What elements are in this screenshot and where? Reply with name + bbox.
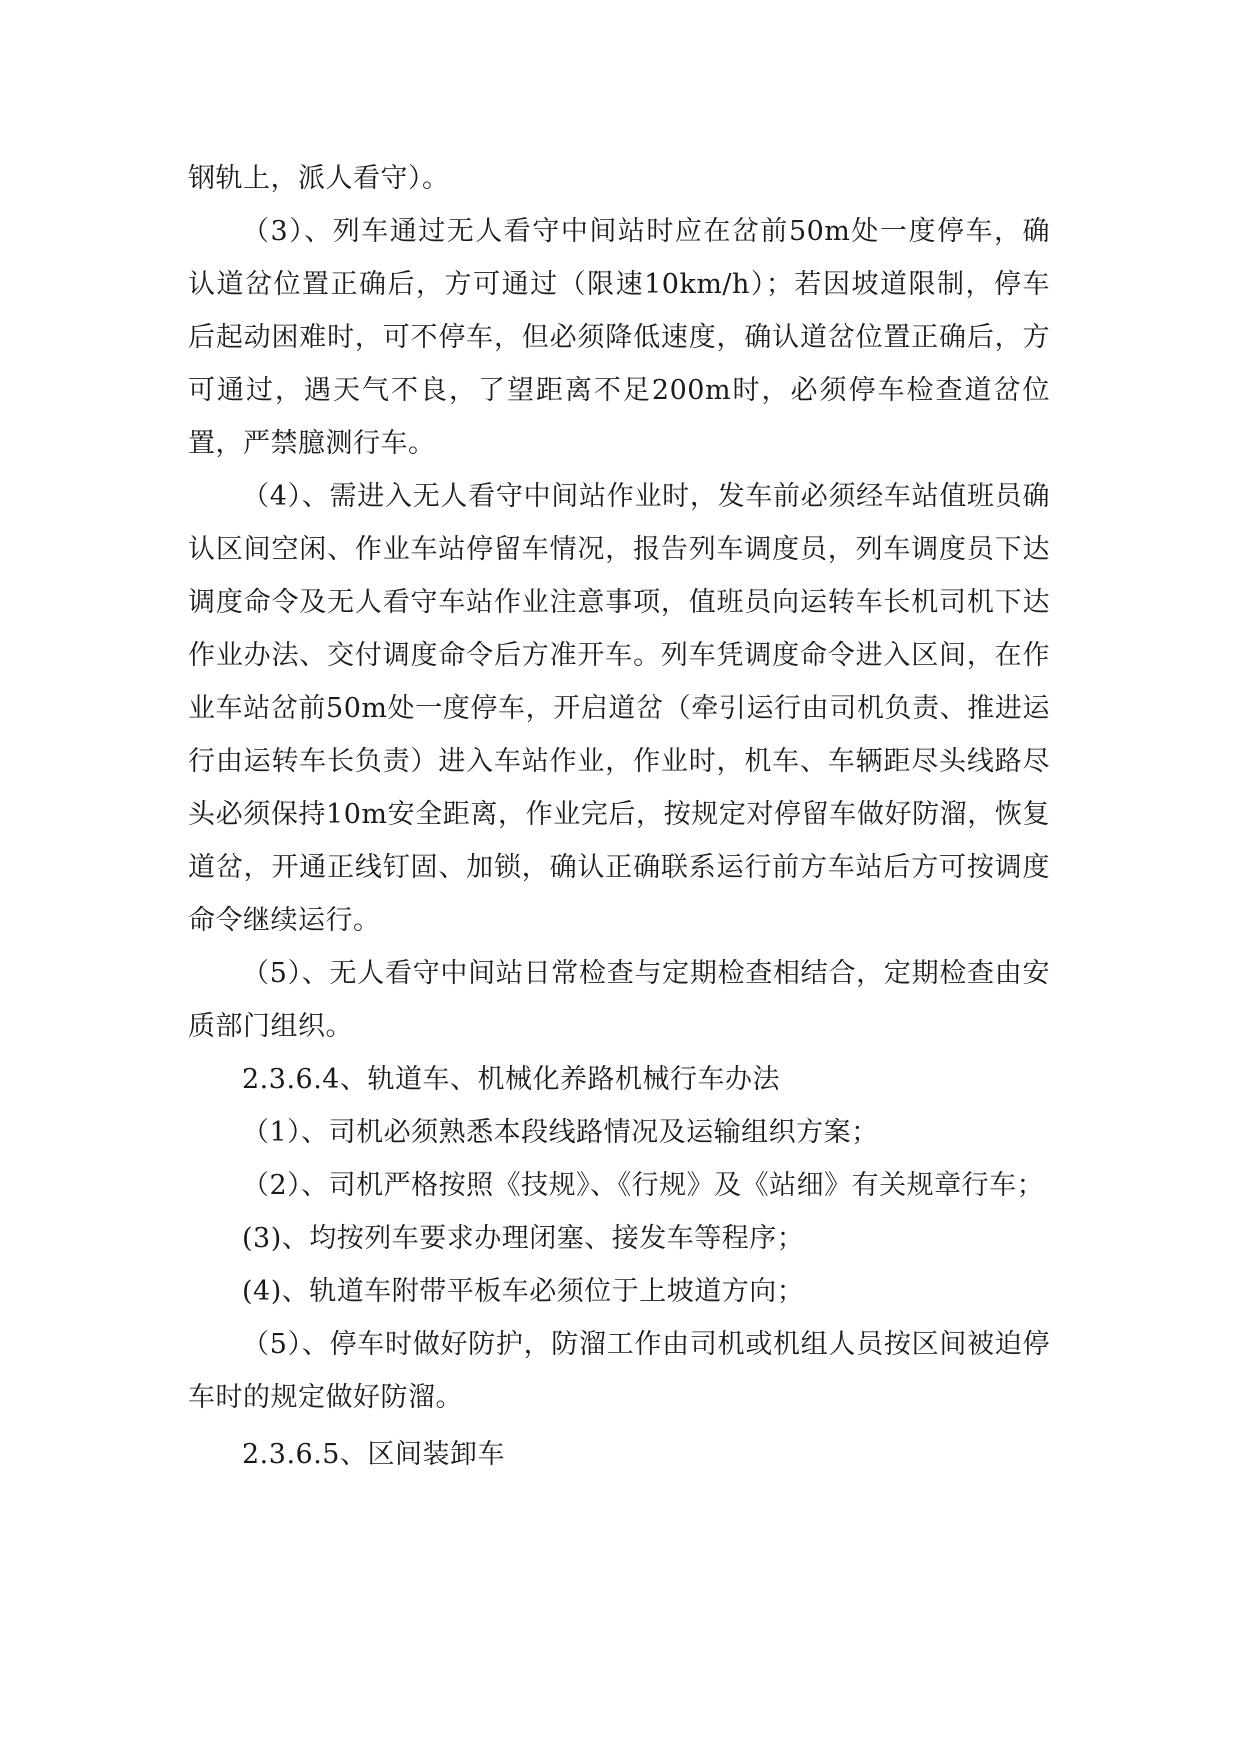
- paragraph-continuation: 钢轨上，派人看守）。: [188, 163, 450, 194]
- paragraph-item-5: （5）、无人看守中间站日常检查与定期检查相结合，定期检查由安质部门组织。: [188, 958, 1050, 1042]
- paragraph-rail-1: （1）、司机必须熟悉本段线路情况及运输组织方案；: [242, 1117, 879, 1148]
- paragraph-rail-4: (4)、轨道车附带平板车必须位于上坡道方向；: [242, 1276, 805, 1307]
- document-body: [188, 152, 1050, 1481]
- section-heading-2-3-6-5: 2.3.6.5、区间装卸车: [242, 1439, 505, 1470]
- section-heading-2-3-6-4: 2.3.6.4、轨道车、机械化养路机械行车办法: [242, 1064, 780, 1095]
- paragraph-rail-5: （5）、停车时做好防护，防溜工作由司机或机组人员按区间被迫停车时的规定做好防溜。: [188, 1329, 1050, 1413]
- paragraph-item-3: （3）、列车通过无人看守中间站时应在岔前50m处一度停车，确认道岔位置正确后，方可通过（限速10km/h）；若因坡道限制，停车后起动困难时，可不停车，但必须降低速度，确认道岔位置正确后，方可通过，遇天气不良，了望距离不足200m时，必须停车检查道岔位置，严禁臆测行车。: [188, 216, 1050, 459]
- paragraph-rail-2: （2）、司机严格按照《技规》、《行规》及《站细》有关规章行车；: [242, 1170, 1045, 1201]
- paragraph-rail-3: (3)、均按列车要求办理闭塞、接发车等程序；: [242, 1223, 805, 1254]
- paragraph-item-4: （4）、需进入无人看守中间站作业时，发车前必须经车站值班员确认区间空闲、作业车站停留车情况，报告列车调度员，列车调度员下达调度命令及无人看守车站作业注意事项，值班员向运转车长机司机下达作业办法、交付调度命令后方准开车。列车凭调度命令进入区间，在作业车站岔前50m处一度停车，开启道岔（牵引运行由司机负责、推进运行由运转车长负责）进入车站作业，作业时，机车、车辆距尽头线路尽头必须保持10m安全距离，作业完后，按规定对停留车做好防溜，恢复道岔，开通正线钉固、加锁，确认正确联系运行前方车站后方可按调度命令继续运行。: [188, 481, 1050, 936]
